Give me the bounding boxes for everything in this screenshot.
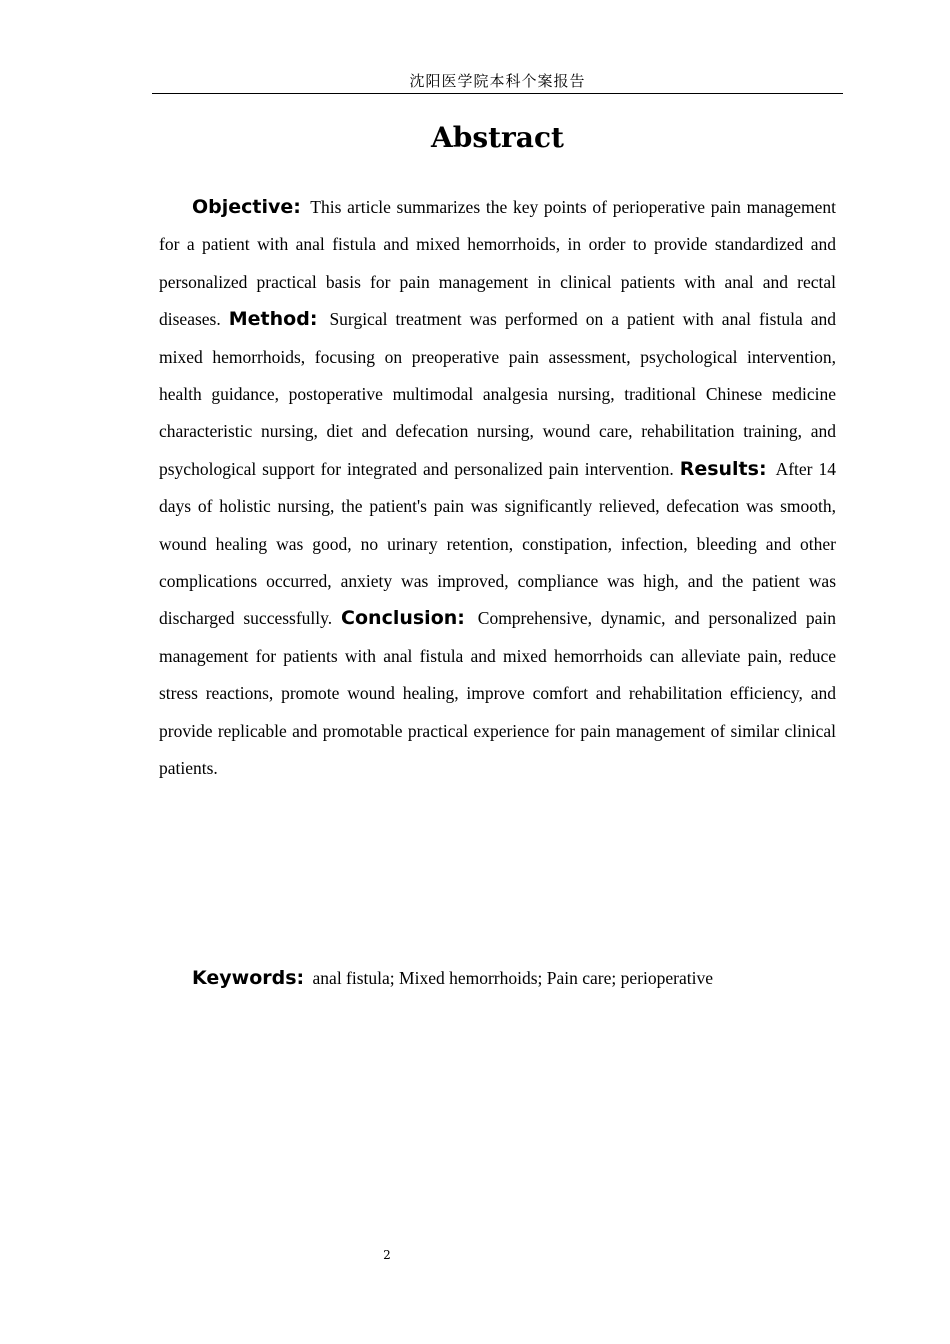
results-label: Results: bbox=[679, 457, 767, 480]
page-title: Abstract bbox=[431, 121, 564, 154]
page-header bbox=[152, 72, 843, 94]
abstract-body bbox=[159, 189, 836, 788]
method-text: Surgical treatment was performed on a patient with anal fistula and mixed hemorrhoids, focusing on preoperative pain assessment, psychological intervention, health guidance, postoperative multimodal analgesia nursing, traditional Chinese medicine characteristic nursing, diet and defecation nursing, wound care, rehabilitation training, and psychological support for integrated and personalized pain intervention. bbox=[159, 309, 837, 479]
page-number: 2 bbox=[383, 1248, 391, 1262]
conclusion-text: Comprehensive, dynamic, and personalized pain management for patients with anal fistula and mixed hemorrhoids can alleviate pain, reduce stress reactions, promote wound healing, improve comfort and rehabilitation efficiency, and provide replicable and promotable practical experience for pain management of similar clinical patients. bbox=[159, 608, 836, 779]
results-text: After 14 days of holistic nursing, the patient's pain was significantly relieved, defecation was smooth, wound healing was good, no urinary retention, constipation, infection, bleeding and other complications occurred, anxiety was improved, compliance was high, and the patient was discharged successfully. bbox=[159, 458, 836, 629]
header-text: 沈阳医学院本科个案报告 bbox=[409, 72, 586, 90]
keywords-text: anal fistula; Mixed hemorrhoids; Pain care; perioperative bbox=[312, 968, 713, 988]
keywords-line bbox=[192, 960, 836, 997]
conclusion-label: Conclusion: bbox=[341, 607, 465, 630]
keywords-label: Keywords: bbox=[192, 967, 305, 989]
objective-label: Objective: bbox=[192, 196, 301, 218]
method-label: Method: bbox=[228, 308, 318, 331]
objective-text: This article summarizes the key points of perioperative pain management for a patient with anal fistula and mixed hemorrhoids, in order to provide standardized and personalized practical basis for pain management in clinical patients with anal and rectal diseases. bbox=[159, 197, 836, 330]
